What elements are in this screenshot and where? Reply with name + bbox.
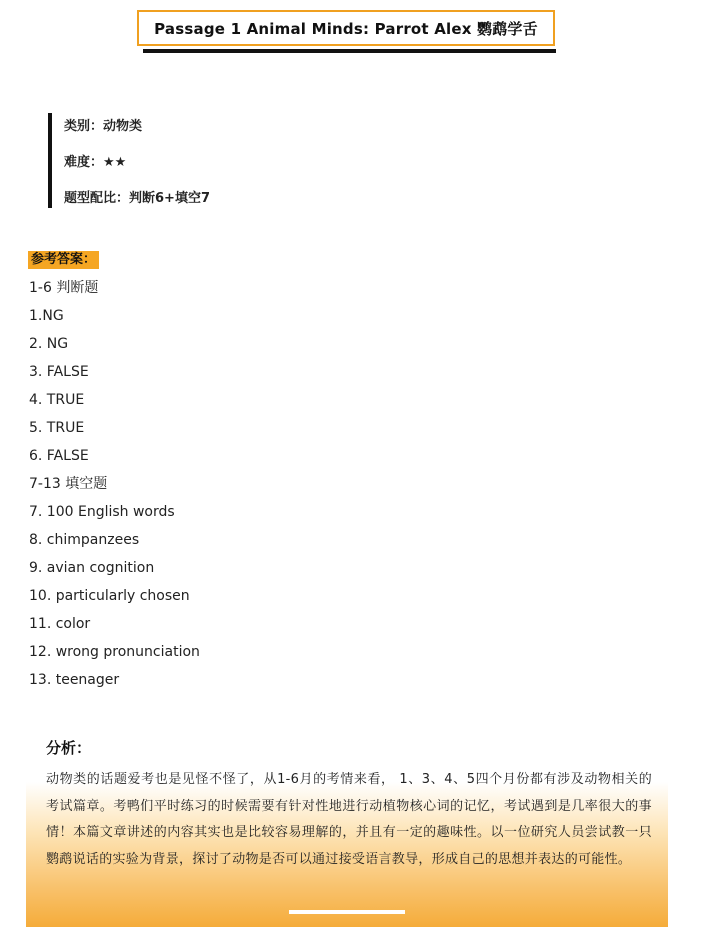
meta-difficulty-label: 难度： xyxy=(64,155,104,170)
answer-item: 13. teenager xyxy=(29,672,120,688)
answer-item: 12. wrong pronunciation xyxy=(29,644,200,660)
meta-difficulty xyxy=(64,151,126,170)
meta-category-label: 类别： xyxy=(64,119,104,134)
analysis-text: 动物类的话题爱考也是见怪不怪了，从1-6月的考情来看， 1、3、4、5四个月份都有涉及动物相关的考试篇章。考鸭们平时练习的时候需要有针对性地进行动植物核心词的记忆，考试遇到是几率很大的事情！本篇文章讲述的内容其实也是比较容易理解的，并且有一定的趣味性。以一位研究人员尝试教一只鹦鹉说话的实验为背景，探讨了动物是否可以通过接受语言教导，形成自己的思想并表达的可能性。 xyxy=(46,772,652,867)
answers-list xyxy=(29,274,200,694)
answer-item: 9. avian cognition xyxy=(29,560,155,576)
meta-question-types-label: 题型配比： xyxy=(64,191,130,206)
answer-item: 8. chimpanzees xyxy=(29,532,140,548)
analysis-title: 分析： xyxy=(46,739,92,757)
passage-title: Passage 1 Animal Minds: Parrot Alex 鹦鹉学舌 xyxy=(154,19,538,38)
answer-item: 5. TRUE xyxy=(29,420,85,436)
meta-block xyxy=(48,113,348,208)
answer-item: 7. 100 English words xyxy=(29,504,175,520)
answer-item: 2. NG xyxy=(29,336,69,352)
answer-item: 4. TRUE xyxy=(29,392,85,408)
passage-title-box xyxy=(137,10,555,46)
answer-item: 7-13 填空题 xyxy=(29,476,108,492)
meta-category xyxy=(64,115,142,134)
meta-question-types xyxy=(64,187,210,206)
answer-item: 11. color xyxy=(29,616,91,632)
answer-item: 6. FALSE xyxy=(29,448,89,464)
meta-category-value: 动物类 xyxy=(103,119,143,134)
answer-item: 1.NG xyxy=(29,308,64,324)
answers-label: 参考答案： xyxy=(28,251,99,269)
analysis-decor-bar xyxy=(289,910,405,914)
meta-difficulty-value: ★★ xyxy=(103,155,127,170)
answer-item: 10. particularly chosen xyxy=(29,588,190,604)
meta-question-types-value: 判断6+填空7 xyxy=(129,191,210,206)
answer-item: 1-6 判断题 xyxy=(29,280,99,296)
answer-item: 3. FALSE xyxy=(29,364,89,380)
title-underline xyxy=(143,49,556,53)
